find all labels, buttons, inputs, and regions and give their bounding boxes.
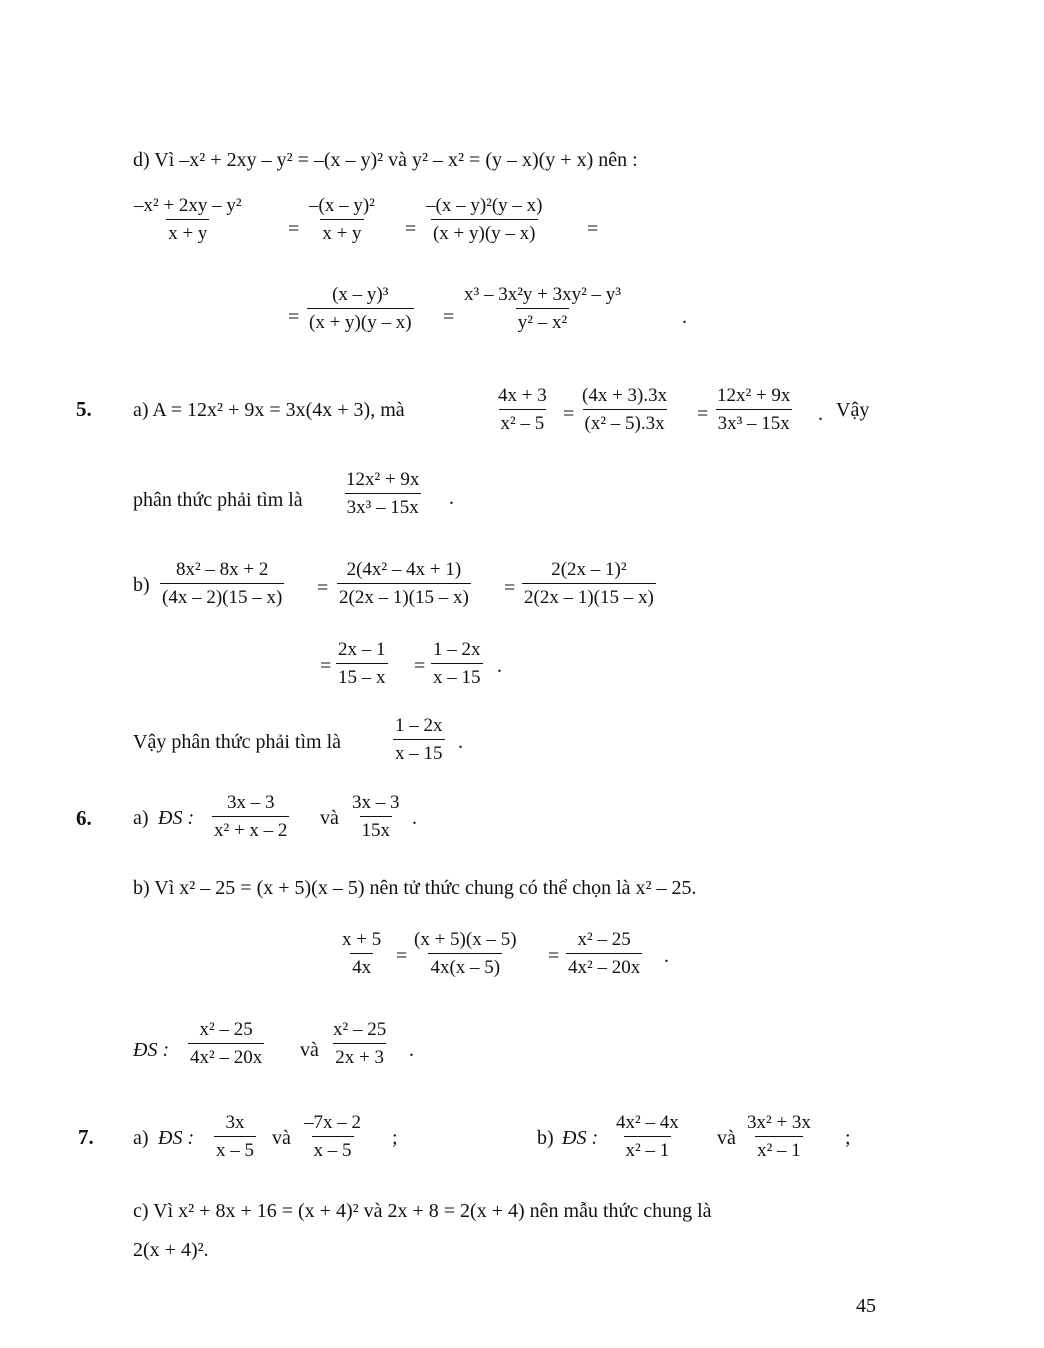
- ex7-a-label: a): [133, 1127, 149, 1149]
- ex7-c-text-continued: 2(x + 4)².: [133, 1239, 209, 1261]
- fraction: $\frac{2x - 1}{15 - x}$: [338, 639, 386, 688]
- fraction: $\frac{\text{x³ – 3x²y + 3xy² – y³}}{\text{y² – x²}}$: [464, 284, 622, 333]
- equals-sign: =: [504, 577, 516, 599]
- equals-sign: =: [405, 218, 417, 240]
- fraction: $\frac{1 - 2x}{x - 15}$: [395, 715, 443, 764]
- semicolon: ;: [392, 1127, 398, 1149]
- equals-sign: =: [396, 945, 408, 967]
- fraction: $\frac{(4x + 3).3x}{\text{(x² – 5).3x}}$: [582, 385, 668, 434]
- fraction: $\frac{\text{–x² + 2xy – y²}}{x + y}$: [134, 195, 242, 244]
- fraction: $\frac{\text{x² – 25}}{\text{4x² – 20x}}$: [190, 1019, 263, 1068]
- fraction: $\frac{\text{12x² + 9x}}{\text{3x³ – 15x}}$: [717, 385, 791, 434]
- fraction: $\frac{\text{2(2x – 1)²}}{2(2x - 1)(15 - x)}$: [524, 559, 654, 608]
- ex5-a-result-text: phân thức phải tìm là: [133, 489, 303, 511]
- equals-sign: =: [548, 945, 560, 967]
- equals-sign: =: [414, 655, 426, 677]
- fraction: $\frac{1 - 2x}{x - 15}$: [433, 639, 481, 688]
- equals-sign: =: [317, 577, 329, 599]
- answer-label: ĐS :: [158, 807, 195, 829]
- part-d-intro: d) Vì –x² + 2xy – y² = –(x – y)² và y² – x² = (y – x)(y + x) nên :: [133, 149, 638, 171]
- conjunction-text: và: [272, 1127, 291, 1149]
- ex5-b-result-text: Vậy phân thức phải tìm là: [133, 731, 342, 753]
- exercise-number: 6.: [76, 806, 92, 830]
- answer-label: ĐS :: [562, 1127, 599, 1149]
- fraction: $\frac{\text{–(x – y)²}}{x + y}$: [309, 195, 375, 244]
- period: .: [664, 945, 669, 967]
- period: .: [682, 306, 687, 328]
- ex7-b-label: b): [537, 1127, 554, 1149]
- answer-label: ĐS :: [158, 1127, 195, 1149]
- period: .: [449, 487, 454, 509]
- ex5-a-tail: Vậy: [836, 399, 870, 421]
- semicolon: ;: [845, 1127, 851, 1149]
- fraction: $\frac{\text{x² – 25}}{\text{4x² – 20x}}$: [568, 929, 641, 978]
- fraction: $\frac{3x - 3}{\text{x² + x – 2}}$: [214, 792, 288, 841]
- answer-label: ĐS :: [133, 1039, 170, 1061]
- conjunction-text: và: [320, 807, 339, 829]
- equals-sign: =: [697, 403, 709, 425]
- exercise-number: 5.: [76, 397, 92, 421]
- fraction: $\frac{\text{4x² – 4x}}{\text{x² – 1}}$: [616, 1112, 679, 1161]
- conjunction-text: và: [717, 1127, 736, 1149]
- equals-sign: =: [320, 655, 332, 677]
- conjunction-text: và: [300, 1039, 319, 1061]
- period: .: [497, 655, 502, 677]
- fraction: $\frac{(x + 5)(x - 5)}{4x(x - 5)}$: [414, 929, 517, 978]
- fraction: $\frac{\text{2(4x² – 4x + 1)}}{2(2x - 1)(15 - x)}$: [339, 559, 469, 608]
- period: .: [412, 807, 417, 829]
- fraction: $\frac{-7x - 2}{x - 5}$: [304, 1112, 361, 1161]
- equals-sign: =: [288, 306, 300, 328]
- fraction: $\frac{\text{12x² + 9x}}{\text{3x³ – 15x}}$: [346, 469, 420, 518]
- fraction: $\frac{3x}{x - 5}$: [216, 1112, 254, 1161]
- equals-sign: =: [587, 218, 599, 240]
- ex5-b-label: b): [133, 574, 150, 596]
- period: .: [458, 731, 463, 753]
- ex7-c-text: c) Vì x² + 8x + 16 = (x + 4)² và 2x + 8 = 2(x + 4) nên mẫu thức chung là: [133, 1200, 712, 1222]
- ex6-a-label: a): [133, 807, 149, 829]
- fraction: $\frac{\text{x² – 25}}{2x + 3}$: [333, 1019, 387, 1068]
- ex6-b-text: b) Vì x² – 25 = (x + 5)(x – 5) nên tử thức chung có thể chọn là x² – 25.: [133, 877, 697, 899]
- period: .: [409, 1039, 414, 1061]
- fraction: $\frac{\text{3x² + 3x}}{\text{x² – 1}}$: [747, 1112, 811, 1161]
- equals-sign: =: [563, 403, 575, 425]
- fraction: $\frac{\text{(x – y)³}}{(x + y)(y - x)}$: [309, 284, 412, 333]
- fraction: $\frac{\text{8x² – 8x + 2}}{(4x - 2)(15 - x)}$: [162, 559, 283, 608]
- ex5-a-text: a) A = 12x² + 9x = 3x(4x + 3), mà: [133, 399, 405, 421]
- equals-sign: =: [288, 218, 300, 240]
- equals-sign: =: [443, 306, 455, 328]
- exercise-number: 7.: [78, 1125, 94, 1149]
- fraction: $\frac{x + 5}{4x}$: [342, 929, 382, 978]
- fraction: $\frac{\text{–(x – y)²(y – x)}}{(x + y)(y - x)}$: [426, 195, 543, 244]
- fraction: $\frac{3x - 3}{15x}$: [352, 792, 400, 841]
- fraction: $\frac{4x + 3}{\text{x² – 5}}$: [498, 385, 547, 434]
- page-number: 45: [856, 1295, 876, 1317]
- period: .: [818, 403, 823, 425]
